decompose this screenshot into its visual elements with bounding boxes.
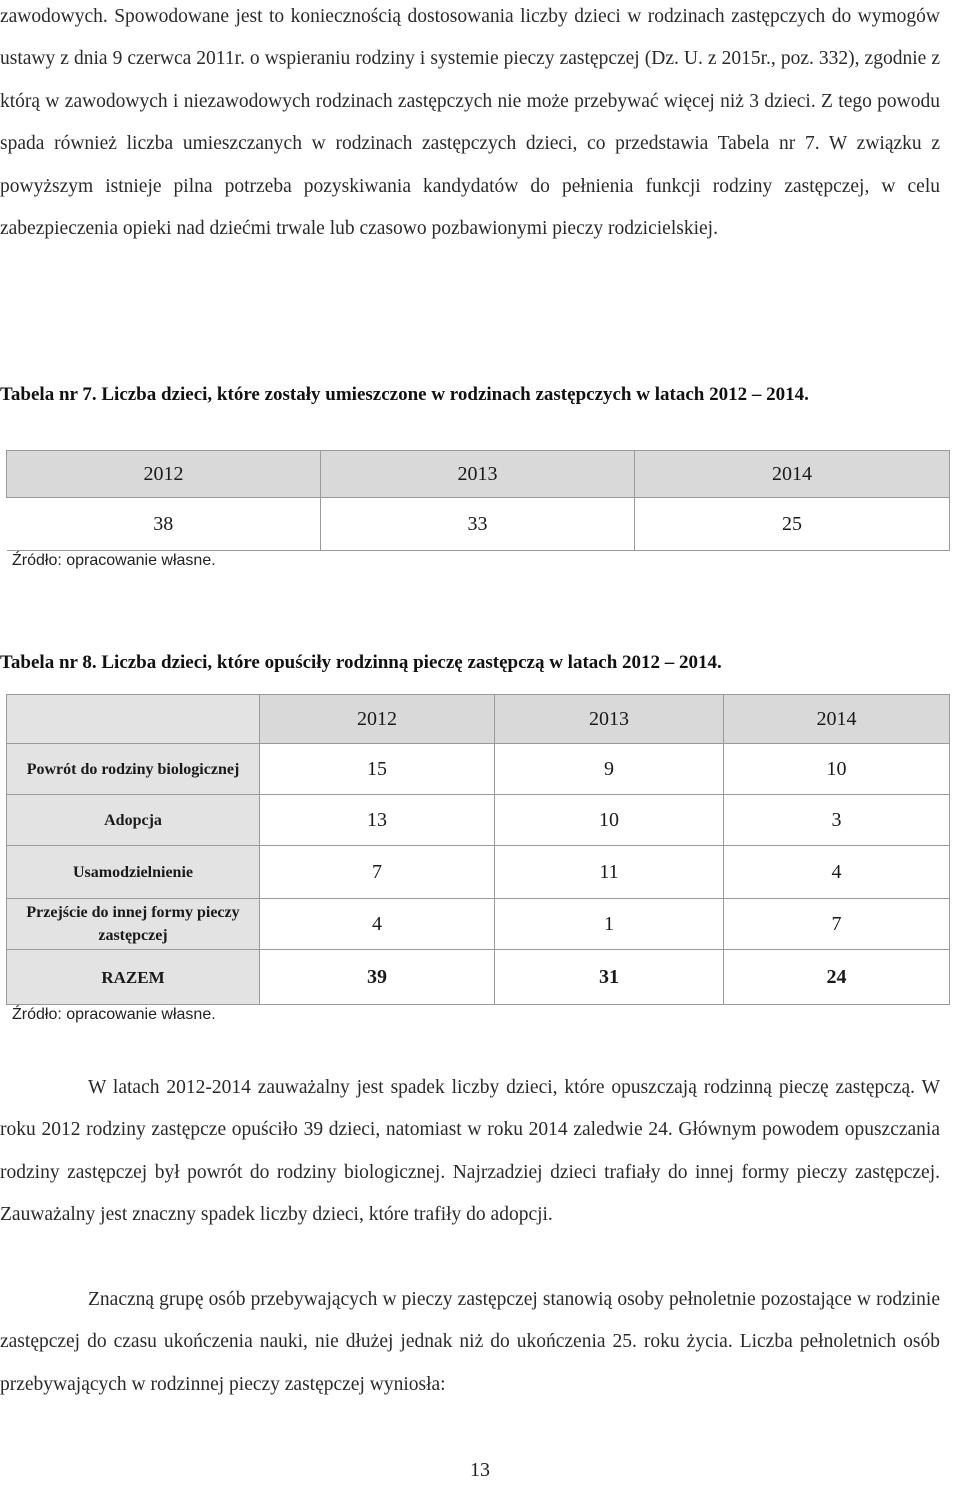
table8-year-cell: 2013: [495, 695, 724, 744]
table7-value-cell: 25: [635, 498, 950, 551]
table8-value-cell: 7: [260, 846, 495, 899]
table8-row-label: Powrót do rodziny biologicznej: [7, 744, 260, 795]
table8-caption: Tabela nr 8. Liczba dzieci, które opuściły rodzinną pieczę zastępczą w latach 2012 – 2014.: [0, 652, 722, 673]
table7-year-cell: 2013: [321, 451, 635, 498]
table8: [6, 694, 950, 1005]
table8-row-label: Usamodzielnienie: [7, 846, 260, 899]
table7-values-row: [7, 498, 950, 551]
table7-source: Źródło: opracowanie własne.: [12, 552, 216, 569]
table7: [6, 450, 950, 551]
table8-corner-cell: [7, 695, 260, 744]
table8-value-cell: 15: [260, 744, 495, 795]
table8-total-cell: 24: [724, 950, 950, 1005]
table8-row: [7, 795, 950, 846]
table7-value-cell: 38: [7, 498, 321, 551]
table7-caption: Tabela nr 7. Liczba dzieci, które zostały umieszczone w rodzinach zastępczych w latach 2012 – 2014.: [0, 384, 809, 405]
table8-total-cell: 39: [260, 950, 495, 1005]
table8-value-cell: 10: [495, 795, 724, 846]
table8-source: Źródło: opracowanie własne.: [12, 1006, 216, 1023]
table8-value-cell: 4: [724, 846, 950, 899]
table8-value-cell: 7: [724, 899, 950, 950]
table8-year-cell: 2012: [260, 695, 495, 744]
table8-value-cell: 9: [495, 744, 724, 795]
table8-row: [7, 899, 950, 950]
table7-year-cell: 2014: [635, 451, 950, 498]
table8-value-cell: 10: [724, 744, 950, 795]
table8-year-cell: 2014: [724, 695, 950, 744]
table8-value-cell: 4: [260, 899, 495, 950]
paragraph-trend: W latach 2012-2014 zauważalny jest spadek liczby dzieci, które opuszczają rodzinną pieczę zastępczą. W roku 2012 rodziny zastępcze opuściło 39 dzieci, natomiast w roku 2014 zaledwie 24. Głównym powodem opuszczania rodziny zastępczej był powrót do rodziny biologicznej. Najrzadziej dzieci trafiały do innej formy pieczy zastępczej. Zauważalny jest znaczny spadek liczby dzieci, które trafiły do adopcji.: [0, 1077, 940, 1226]
table7-header-row: [7, 451, 950, 498]
table8-total-row: [7, 950, 950, 1005]
table8-value-cell: 1: [495, 899, 724, 950]
table8-value-cell: 13: [260, 795, 495, 846]
page-number: 13: [470, 1459, 490, 1481]
table8-value-cell: 3: [724, 795, 950, 846]
table7-value-cell: 33: [321, 498, 635, 551]
table7-year-cell: 2012: [7, 451, 321, 498]
table8-total-label: RAZEM: [7, 950, 260, 1005]
table8-row: [7, 744, 950, 795]
table8-row-label: Adopcja: [7, 795, 260, 846]
paragraph-adults: Znaczną grupę osób przebywających w pieczy zastępczej stanowią osoby pełnoletnie pozostające w rodzinie zastępczej do czasu ukończenia nauki, nie dłużej jednak niż do ukończenia 25. roku życia. Liczba pełnoletnich osób przebywających w rodzinnej pieczy zastępczej wyniosła:: [0, 1289, 940, 1395]
table8-row-label: Przejście do innej formy pieczy zastępczej: [7, 899, 260, 950]
table8-total-cell: 31: [495, 950, 724, 1005]
table8-header-row: [7, 695, 950, 744]
paragraph-intro: zawodowych. Spowodowane jest to koniecznością dostosowania liczby dzieci w rodzinach zastępczych do wymogów ustawy z dnia 9 czerwca 2011r. o wspieraniu rodziny i systemie pieczy zastępczej (Dz. U. z 2015r., poz. 332), zgodnie z którą w zawodowych i niezawodowych rodzinach zastępczych nie może przebywać więcej niż 3 dzieci. Z tego powodu spada również liczba umieszczanych w rodzinach zastępczych dzieci, co przedstawia Tabela nr 7. W związku z powyższym istnieje pilna potrzeba pozyskiwania kandydatów do pełnienia funkcji rodziny zastępczej, w celu zabezpieczenia opieki nad dziećmi trwale lub czasowo pozbawionymi pieczy rodzicielskiej.: [0, 6, 940, 240]
table8-value-cell: 11: [495, 846, 724, 899]
table8-row: [7, 846, 950, 899]
